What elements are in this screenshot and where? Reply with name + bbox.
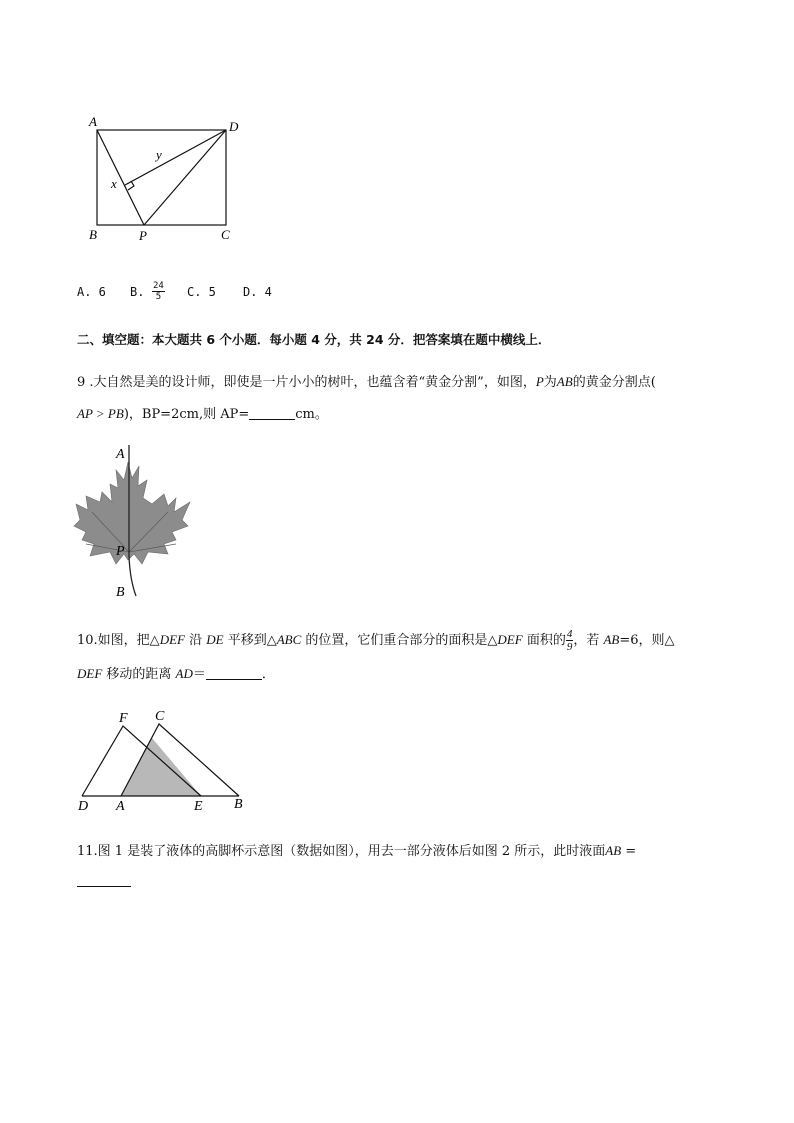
q9-cond: AP > PB [77, 406, 124, 421]
q10-end: ． [261, 667, 275, 682]
q10-frac-num: 4 [566, 628, 573, 640]
label-C: C [221, 227, 230, 242]
q10-def3: DEF [77, 666, 103, 681]
q10-eq6: =6，则△ [619, 633, 675, 648]
choice-b-fraction [152, 281, 165, 302]
q10-de: DE [206, 632, 224, 647]
q9-answer-blank[interactable] [249, 405, 295, 420]
q10-mid2: 的位置，它们重合部分的面积是△ [301, 633, 498, 648]
label-D: D [229, 119, 239, 134]
tri-label-C: C [155, 709, 165, 724]
q9-line2 [77, 404, 328, 425]
rectangle-figure [80, 112, 260, 247]
q11-line1 [77, 841, 636, 862]
q10-line1 [77, 628, 675, 653]
section-heading: 二、填空题：本大题共 6 个小题．每小题 4 分，共 24 分．把答案填在题中横线上． [77, 332, 551, 347]
label-y: y [156, 147, 162, 162]
q11-ab: AB [605, 843, 622, 858]
tri-label-A: A [116, 799, 125, 814]
leaf-label-P: P [116, 544, 125, 559]
leaf-figure [72, 440, 197, 602]
tri-label-D: D [78, 799, 89, 814]
q10-ab: AB [603, 632, 620, 647]
label-P: P [139, 228, 147, 243]
tri-label-E: E [194, 799, 203, 814]
q10-ad: AD [175, 666, 193, 681]
q9-line1-post: 的黄金分割点( [572, 375, 656, 390]
choice-d: D. 4 [243, 285, 272, 299]
leaf-label-A: A [116, 447, 125, 462]
q10-def1: DEF [159, 632, 185, 647]
q10-yan: 沿 [184, 633, 207, 648]
triangle-figure [74, 708, 254, 816]
q10-line2 [77, 664, 275, 685]
q10-def2: DEF [497, 632, 523, 647]
q9-ab: AB [556, 374, 573, 389]
q10-eq: ＝ [192, 667, 206, 682]
q10-mid: 平移到△ [223, 633, 277, 648]
q11-eq: = [621, 844, 637, 859]
leaf-label-B: B [116, 585, 125, 600]
overlap-region [121, 738, 201, 796]
label-B: B [89, 227, 97, 242]
q9-line1 [77, 372, 656, 393]
choice-c: C. 5 [187, 285, 216, 299]
q9-line2-post: )，BP=2cm,则 AP= [123, 407, 250, 422]
choice-b-den: 5 [155, 292, 162, 302]
q10-mid3: 面积的 [522, 633, 566, 648]
label-x: x [111, 176, 117, 191]
q11-text: 11.图 1 是装了液体的高脚杯示意图（数据如图），用去一部分液体后如图 2 所示，此时液面 [77, 844, 606, 859]
q10-move: 移动的距离 [102, 667, 176, 682]
q10-frac-den: 9 [566, 641, 573, 653]
q9-p: P [535, 374, 544, 389]
q10-answer-blank[interactable] [206, 665, 262, 680]
label-A: A [89, 114, 97, 129]
choice-b-num: 24 [153, 281, 164, 291]
choice-a: A. 6 [77, 285, 106, 299]
choice-b-prefix: B. [130, 285, 145, 299]
q10-mid4: ，若 [573, 633, 604, 648]
q10-abc: ABC [276, 632, 302, 647]
tri-label-B: B [234, 797, 243, 812]
q10-pre: 10.如图，把△ [77, 633, 160, 648]
tri-label-F: F [119, 711, 128, 726]
q11-answer-blank[interactable] [77, 886, 131, 887]
q9-wei: 为 [543, 375, 557, 390]
q9-unit: cm。 [295, 407, 328, 422]
q9-line1-pre: 9 .大自然是美的设计师，即使是一片小小的树叶，也蕴含着“黄金分割”，如图， [77, 375, 536, 390]
